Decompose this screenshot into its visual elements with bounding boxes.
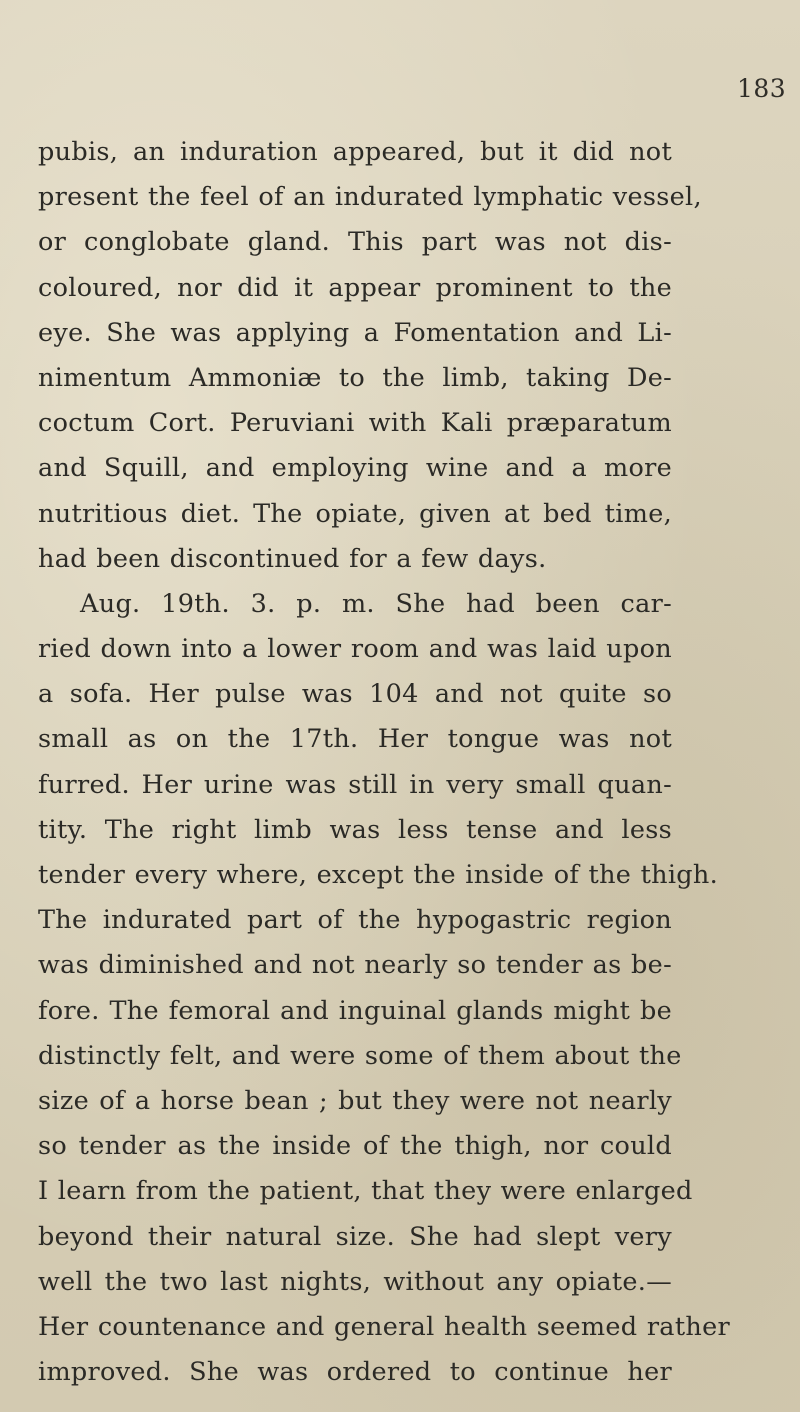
text-line: distinctly felt, and were some of them about the: [38, 1040, 682, 1071]
text-line: fore. The femoral and inguinal glands might be: [38, 995, 672, 1026]
text-line: coloured, nor did it appear prominent to the: [38, 272, 672, 303]
text-line: nimentum Ammoniæ to the limb, taking De-: [38, 362, 672, 393]
text-line: ried down into a lower room and was laid upon: [38, 634, 672, 665]
text-line: and Squill, and employing wine and a more: [38, 453, 672, 484]
text-line: size of a horse bean ; but they were not nearly: [38, 1085, 672, 1116]
text-line: so tender as the inside of the thigh, nor could: [38, 1131, 672, 1162]
body-text: [38, 130, 730, 1395]
text-line: beyond their natural size. She had slept very: [38, 1221, 672, 1252]
text-line: well the two last nights, without any opiate.—: [38, 1266, 672, 1297]
text-line: pubis, an induration appeared, but it did not: [38, 137, 672, 167]
text-line: coctum Cort. Peruviani with Kali præparatum: [38, 408, 672, 439]
text-line: present the feel of an indurated lymphatic vessel,: [38, 182, 702, 213]
text-line: improved. She was ordered to continue her: [38, 1357, 672, 1388]
text-line: tity. The right limb was less tense and less: [38, 814, 672, 845]
text-line: furred. Her urine was still in very small quan-: [38, 769, 672, 800]
text-line: a sofa. Her pulse was 104 and not quite so: [38, 679, 672, 710]
page-number: 183: [737, 74, 787, 103]
text-line: was diminished and not nearly so tender as be-: [38, 950, 672, 981]
text-line: Her countenance and general health seemed rather: [38, 1311, 730, 1342]
text-line: nutritious diet. The opiate, given at bed time,: [38, 498, 672, 529]
text-line: or conglobate gland. This part was not dis-: [38, 227, 672, 258]
text-line: tender every where, except the inside of the thigh.: [38, 860, 719, 890]
text-line: The indurated part of the hypogastric region: [38, 905, 672, 936]
text-line: I learn from the patient, that they were enlarged: [38, 1176, 693, 1207]
text-line: had been discontinued for a few days.: [38, 543, 547, 574]
text-line: small as on the 17th. Her tongue was not: [38, 724, 672, 755]
text-line: Aug. 19th. 3. p. m. She had been car-: [80, 588, 672, 619]
text-line: eye. She was applying a Fomentation and Li-: [38, 317, 672, 348]
